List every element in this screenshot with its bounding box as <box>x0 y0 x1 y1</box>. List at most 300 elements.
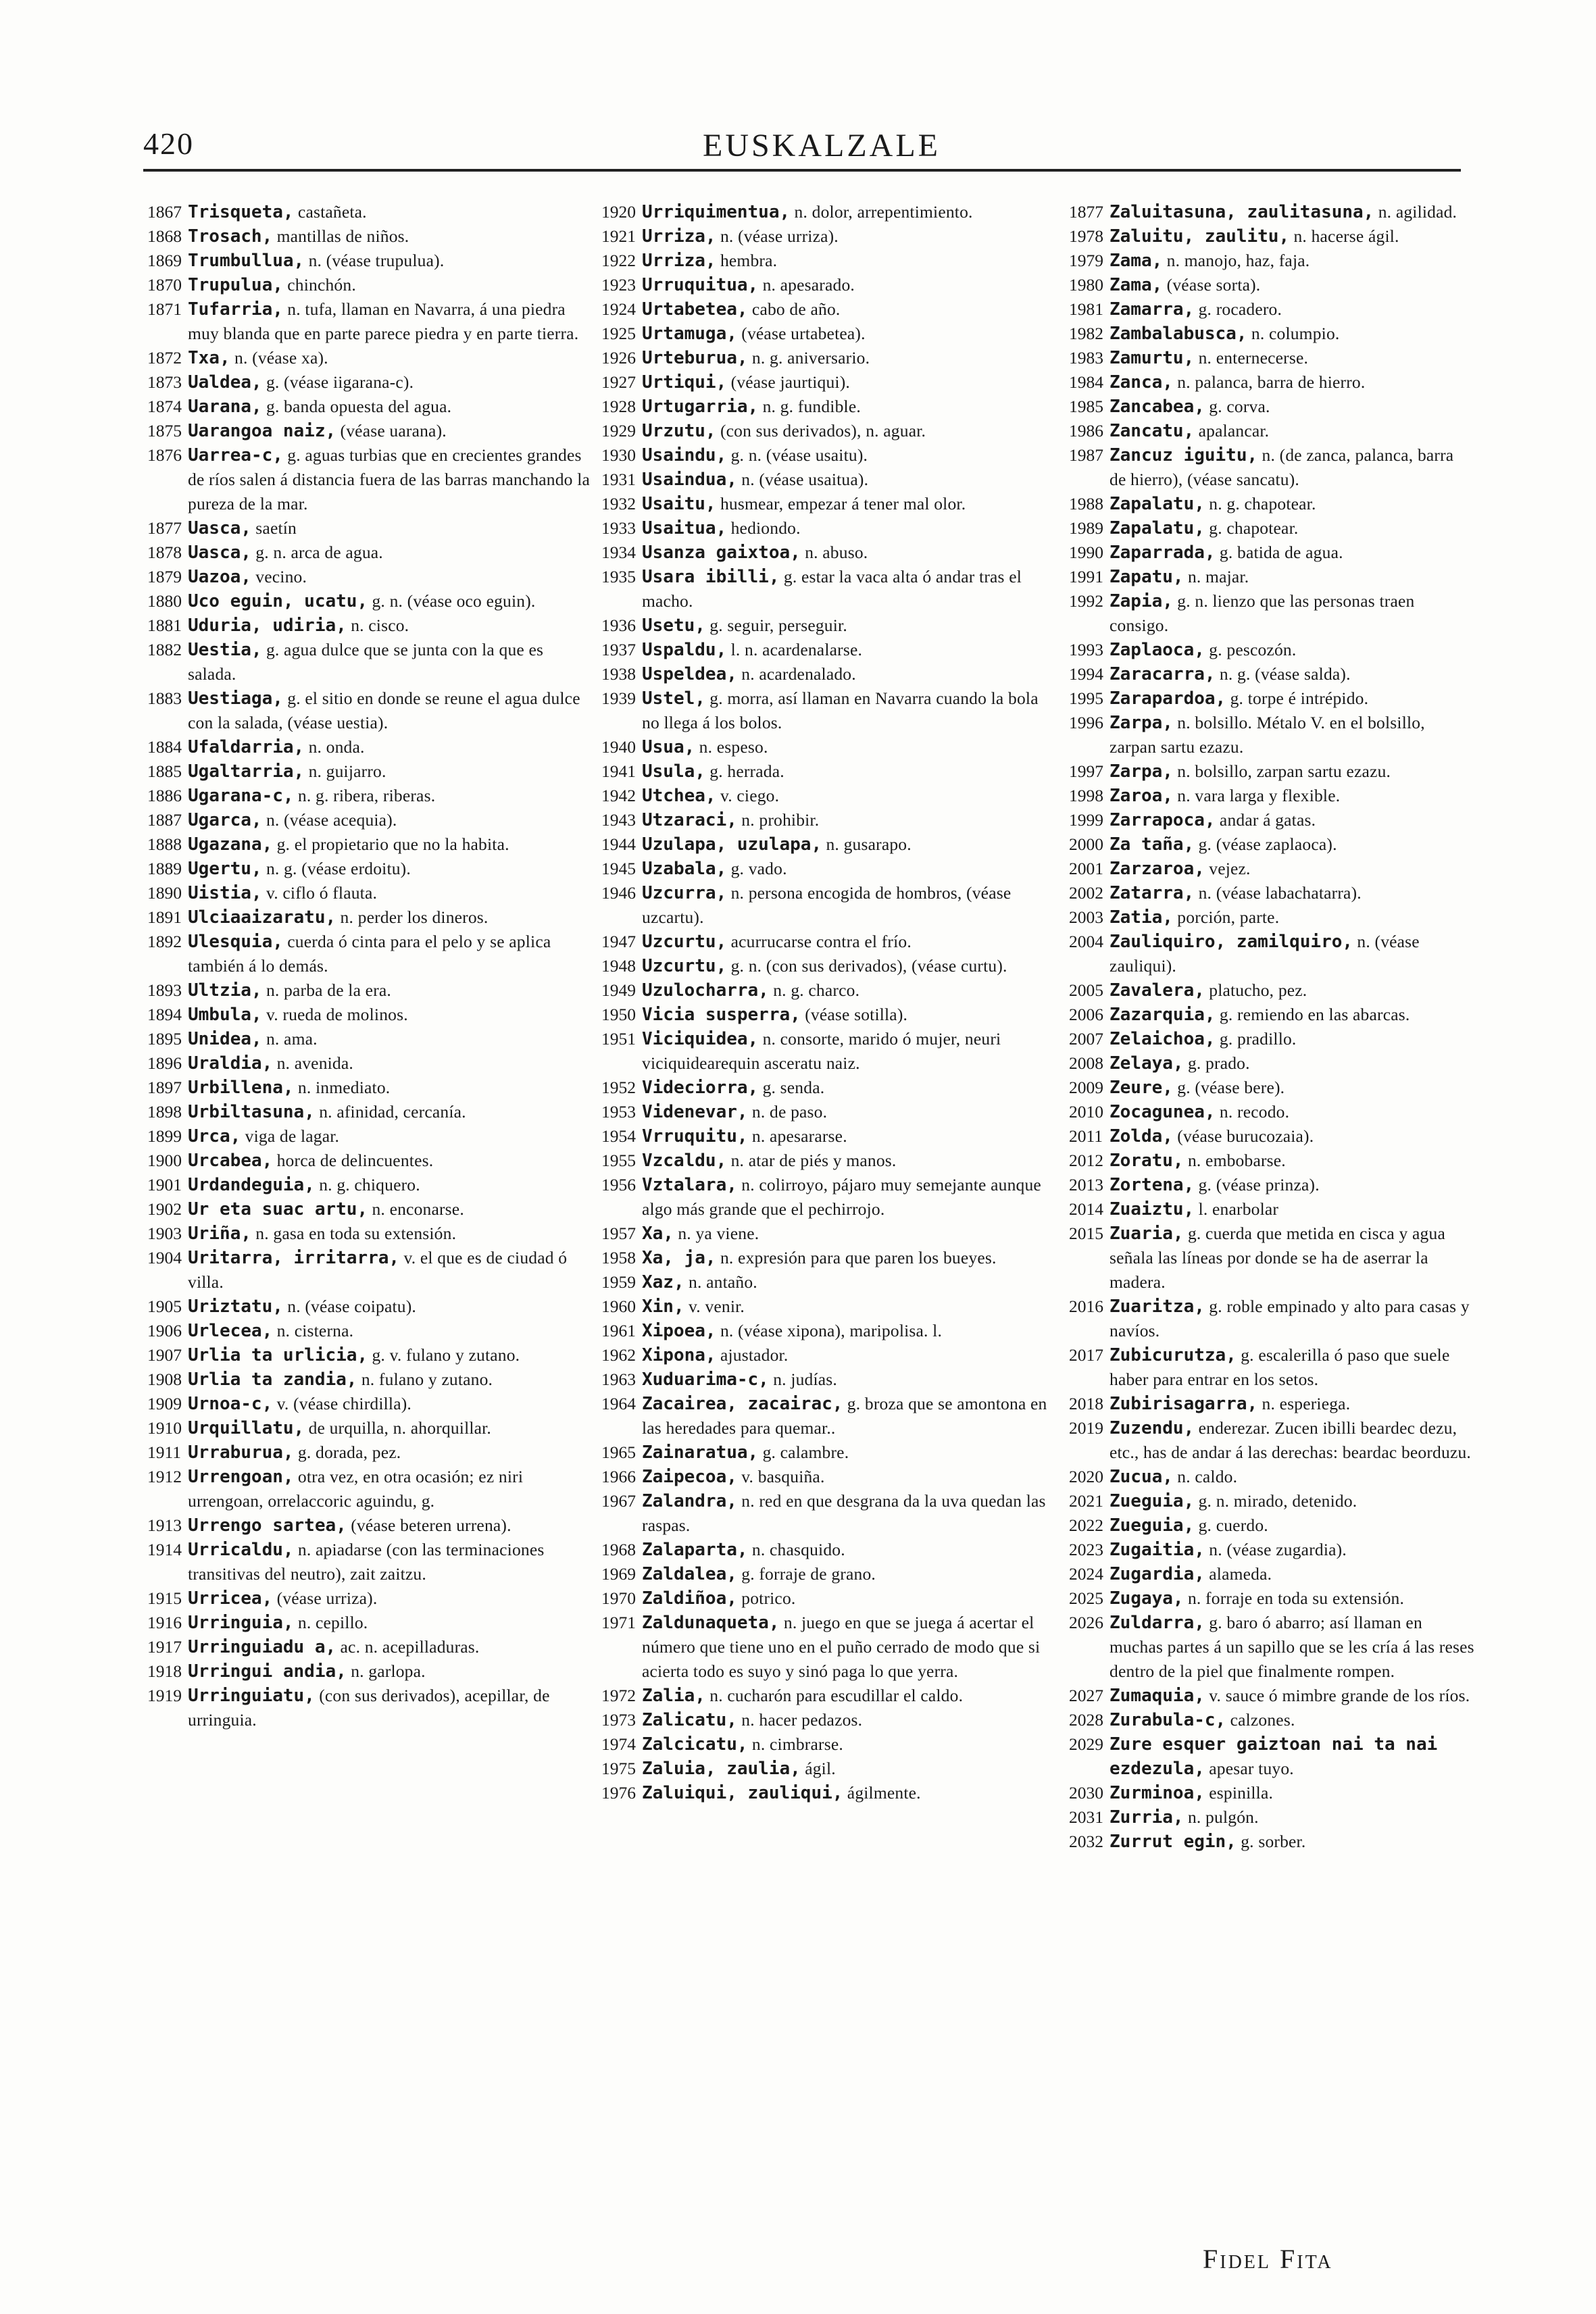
entry-definition: g. (véase prinza). <box>1198 1175 1320 1194</box>
entry-number: 1878 <box>147 543 182 562</box>
entry-number: 2005 <box>1069 980 1103 1000</box>
entry-definition: g. senda. <box>762 1078 825 1097</box>
entry-headword: Urbillena, <box>188 1078 294 1098</box>
entry-number: 1972 <box>601 1686 636 1705</box>
entry-definition: n. (véase xipona), maripolisa. l. <box>720 1321 943 1340</box>
entry-number: 2012 <box>1069 1151 1103 1170</box>
dictionary-entry <box>601 808 1057 832</box>
entry-number: 1975 <box>601 1759 636 1778</box>
entry-number: 1911 <box>147 1442 182 1462</box>
dictionary-entry <box>1069 1586 1474 1611</box>
dictionary-entry <box>1069 1100 1474 1124</box>
dictionary-entry <box>147 370 593 395</box>
entry-number: 2020 <box>1069 1467 1103 1486</box>
entry-definition: n. bolsillo. Métalo V. en el bolsillo, zarpan sartu ezazu. <box>1109 713 1425 757</box>
entry-definition: n. onda. <box>308 737 365 757</box>
entry-headword: Unidea, <box>188 1029 262 1049</box>
dictionary-entry <box>601 686 1057 735</box>
entry-number: 2023 <box>1069 1540 1103 1559</box>
dictionary-entry <box>1069 1562 1474 1586</box>
entry-definition: g. broza que se amontona en las heredades para quemar.. <box>642 1394 1047 1438</box>
entry-number: 1954 <box>601 1126 636 1146</box>
entry-headword: Umbula, <box>188 1005 262 1025</box>
entry-headword: Urtabetea, <box>642 299 748 320</box>
entry-headword: Zavalera, <box>1109 980 1205 1001</box>
dictionary-entry <box>1069 297 1474 322</box>
entry-definition: g. escalerilla ó paso que suele haber para entrar en los setos. <box>1109 1345 1450 1389</box>
entry-headword: Zaplaoca, <box>1109 640 1205 660</box>
entry-definition: n. bolsillo, zarpan sartu ezazu. <box>1177 761 1391 781</box>
entry-number: 1953 <box>601 1102 636 1122</box>
entry-number: 2008 <box>1069 1053 1103 1073</box>
entry-definition: v. venir. <box>689 1297 745 1316</box>
dictionary-entry <box>601 1562 1057 1586</box>
entry-headword: Zapalatu, <box>1109 518 1205 538</box>
entry-number: 1941 <box>601 761 636 781</box>
entry-definition: apalancar. <box>1198 421 1270 441</box>
entry-headword: Zoratu, <box>1109 1151 1184 1171</box>
entry-number: 1890 <box>147 883 182 903</box>
entry-headword: Zazarquia, <box>1109 1005 1216 1025</box>
dictionary-entry <box>1069 1830 1474 1854</box>
entry-definition: g. calambre. <box>762 1442 849 1462</box>
entry-definition: (véase sotilla). <box>805 1005 908 1024</box>
dictionary-entry <box>147 1635 593 1659</box>
entry-definition: g. pradillo. <box>1219 1029 1297 1049</box>
entry-headword: Uspaldu, <box>642 640 727 660</box>
entry-definition: n. (véase zugardia). <box>1209 1540 1347 1559</box>
entry-headword: Urrengoan, <box>188 1467 294 1487</box>
entry-definition: g. n. lienzo que las personas traen consigo. <box>1109 591 1415 635</box>
entry-headword: Zaluia, zaulia, <box>642 1759 801 1779</box>
entry-number: 2024 <box>1069 1564 1103 1584</box>
entry-headword: Uspeldea, <box>642 664 737 684</box>
dictionary-entry <box>1069 784 1474 808</box>
entry-definition: n. vara larga y flexible. <box>1177 786 1341 805</box>
dictionary-entry <box>1069 1513 1474 1538</box>
entry-number: 1943 <box>601 810 636 830</box>
entry-headword: Xuduarima-c, <box>642 1369 769 1390</box>
entry-number: 1938 <box>601 664 636 684</box>
dictionary-entry <box>1069 1538 1474 1562</box>
entry-number: 1877 <box>147 518 182 538</box>
entry-headword: Uestia, <box>188 640 262 660</box>
dictionary-entry <box>601 1294 1057 1319</box>
entry-headword: Zatarra, <box>1109 883 1195 903</box>
entry-headword: Zaracarra, <box>1109 664 1216 684</box>
entry-number: 1880 <box>147 591 182 611</box>
entry-headword: Zalaparta, <box>642 1540 748 1560</box>
entry-headword: Trisqueta, <box>188 202 294 222</box>
dictionary-entry <box>1069 346 1474 370</box>
dictionary-entry <box>1069 322 1474 346</box>
entry-definition: g. torpe é intrépido. <box>1230 688 1369 708</box>
entry-definition: n. hacer pedazos. <box>741 1710 863 1730</box>
entry-number: 1945 <box>601 859 636 878</box>
entry-definition: g. (véase zaplaoca). <box>1198 834 1337 854</box>
dictionary-entry <box>147 1149 593 1173</box>
entry-headword: Zalicatu, <box>642 1710 737 1730</box>
entry-definition: n. g. fundible. <box>762 397 861 416</box>
entry-number: 1942 <box>601 786 636 805</box>
dictionary-entry <box>1069 516 1474 540</box>
dictionary-entry <box>1069 978 1474 1003</box>
entry-definition: vecino. <box>255 567 307 586</box>
entry-definition: v. el que es de ciudad ó villa. <box>188 1248 568 1292</box>
dictionary-entry <box>1069 540 1474 565</box>
entry-definition: n. (véase zauliqui). <box>1109 932 1420 976</box>
page-number: 420 <box>143 126 194 161</box>
dictionary-entry <box>1069 1173 1474 1197</box>
entry-number: 1985 <box>1069 397 1103 416</box>
entry-headword: Urteburua, <box>642 348 748 368</box>
dictionary-entry <box>601 346 1057 370</box>
dictionary-entry <box>147 735 593 759</box>
entry-headword: Usaitua, <box>642 518 727 538</box>
entry-number: 1963 <box>601 1369 636 1389</box>
dictionary-entry <box>601 735 1057 759</box>
entry-definition: l. n. acardenalarse. <box>730 640 863 659</box>
entry-definition: n. guijarro. <box>308 761 386 781</box>
dictionary-entry <box>601 1489 1057 1538</box>
entry-headword: Zarrapoca, <box>1109 810 1216 830</box>
dictionary-entry <box>147 1684 593 1732</box>
dictionary-entry <box>147 1367 593 1392</box>
dictionary-entry <box>601 1343 1057 1367</box>
dictionary-entry <box>601 443 1057 468</box>
entry-definition: n. de paso. <box>751 1102 828 1122</box>
entry-number: 1885 <box>147 761 182 781</box>
dictionary-entry <box>147 1538 593 1586</box>
entry-number: 1919 <box>147 1686 182 1705</box>
entry-definition: g. herrada. <box>709 761 784 781</box>
entry-headword: Uritarra, irritarra, <box>188 1248 400 1268</box>
entry-headword: Zurrut egin, <box>1109 1832 1237 1852</box>
entry-definition: n. colirroyo, pájaro muy semejante aunque algo más grande que el pechirrojo. <box>642 1175 1041 1219</box>
entry-definition: n. ama. <box>266 1029 318 1049</box>
entry-number: 1902 <box>147 1199 182 1219</box>
entry-number: 1996 <box>1069 713 1103 732</box>
entry-definition: n. gasa en toda su extensión. <box>255 1224 457 1243</box>
entry-definition: calzones. <box>1230 1710 1295 1730</box>
entry-definition: ajustador. <box>720 1345 789 1365</box>
entry-headword: Uzulapa, uzulapa, <box>642 834 822 855</box>
entry-headword: Urlia ta zandia, <box>188 1369 357 1390</box>
dictionary-entry <box>1069 1732 1474 1781</box>
dictionary-entry <box>147 686 593 735</box>
dictionary-entry <box>601 1684 1057 1708</box>
entry-definition: n. garlopa. <box>351 1661 426 1681</box>
dictionary-entry <box>601 322 1057 346</box>
entry-number: 2002 <box>1069 883 1103 903</box>
entry-number: 1925 <box>601 324 636 343</box>
entry-definition: espinilla. <box>1209 1783 1274 1803</box>
dictionary-entry <box>1069 1611 1474 1684</box>
entry-number: 1920 <box>601 202 636 222</box>
entry-definition: g. prado. <box>1187 1053 1250 1073</box>
entry-definition: apesar tuyo. <box>1209 1759 1294 1778</box>
entry-headword: Zama, <box>1109 251 1163 271</box>
entry-number: 1923 <box>601 275 636 295</box>
entry-number: 1871 <box>147 299 182 319</box>
dictionary-entry <box>147 1586 593 1611</box>
entry-headword: Urruquitua, <box>642 275 759 295</box>
entry-headword: Zaipecoa, <box>642 1467 737 1487</box>
entry-number: 1999 <box>1069 810 1103 830</box>
dictionary-entry <box>1069 1124 1474 1149</box>
entry-number: 1965 <box>601 1442 636 1462</box>
entry-definition: n. espeso. <box>699 737 768 757</box>
entry-number: 1962 <box>601 1345 636 1365</box>
entry-number: 1988 <box>1069 494 1103 513</box>
entry-number: 1897 <box>147 1078 182 1097</box>
entry-headword: Uarangoa naiz, <box>188 421 336 441</box>
entry-headword: Uarana, <box>188 397 262 417</box>
entry-headword: Zurminoa, <box>1109 1783 1205 1803</box>
dictionary-entry <box>1069 1076 1474 1100</box>
entry-headword: Zurabula-c, <box>1109 1710 1226 1730</box>
entry-definition: (con sus derivados), acepillar, de urringuia. <box>188 1686 550 1730</box>
entry-number: 1937 <box>601 640 636 659</box>
dictionary-entry <box>601 1392 1057 1440</box>
dictionary-entry <box>601 1465 1057 1489</box>
dictionary-entry <box>147 1611 593 1635</box>
dictionary-entry <box>601 1440 1057 1465</box>
entry-headword: Zalcicatu, <box>642 1734 748 1755</box>
dictionary-entry <box>1069 881 1474 905</box>
dictionary-entry <box>147 1294 593 1319</box>
entry-definition: v. ciego. <box>720 786 780 805</box>
entry-headword: Urriza, <box>642 251 716 271</box>
dictionary-entry <box>147 1222 593 1246</box>
dictionary-entry <box>147 857 593 881</box>
entry-definition: husmear, empezar á tener mal olor. <box>720 494 966 513</box>
dictionary-entry <box>1069 832 1474 857</box>
entry-number: 1944 <box>601 834 636 854</box>
entry-headword: Vrruquitu, <box>642 1126 748 1147</box>
entry-number: 1891 <box>147 907 182 927</box>
entry-headword: Ugazana, <box>188 834 273 855</box>
dictionary-entry <box>147 1100 593 1124</box>
entry-definition: ágilmente. <box>847 1783 921 1803</box>
entry-headword: Xipona, <box>642 1345 716 1365</box>
dictionary-entry <box>1069 249 1474 273</box>
entry-number: 1921 <box>601 226 636 246</box>
entry-headword: Zugardia, <box>1109 1564 1205 1584</box>
entry-headword: Uraldia, <box>188 1053 273 1074</box>
entry-number: 1983 <box>1069 348 1103 368</box>
entry-definition: viga de lagar. <box>245 1126 340 1146</box>
entry-number: 1904 <box>147 1248 182 1267</box>
dictionary-entry <box>147 565 593 589</box>
dictionary-entry <box>1069 1805 1474 1830</box>
entry-headword: Uzcurtu, <box>642 956 727 976</box>
entry-number: 1971 <box>601 1613 636 1632</box>
entry-headword: Zapalatu, <box>1109 494 1205 514</box>
entry-number: 1886 <box>147 786 182 805</box>
entry-definition: g. pescozón. <box>1209 640 1297 659</box>
dictionary-entry <box>601 759 1057 784</box>
entry-definition: castañeta. <box>297 202 367 222</box>
entry-definition: n. esperiega. <box>1262 1394 1351 1413</box>
dictionary-entry <box>1069 1416 1474 1465</box>
entry-headword: Zaluiqui, zauliqui, <box>642 1783 843 1803</box>
entry-number: 1889 <box>147 859 182 878</box>
dictionary-entry <box>601 1781 1057 1805</box>
entry-number: 1924 <box>601 299 636 319</box>
entry-number: 1927 <box>601 372 636 392</box>
entry-definition: n. afinidad, cercanía. <box>319 1102 466 1122</box>
dictionary-entry <box>601 613 1057 638</box>
entry-definition: g. n. (véase oco eguin). <box>372 591 536 611</box>
entry-definition: g. sorber. <box>1241 1832 1306 1851</box>
entry-number: 2004 <box>1069 932 1103 951</box>
entry-number: 1913 <box>147 1515 182 1535</box>
entry-definition: g. el propietario que no la habita. <box>276 834 509 854</box>
entry-headword: Urraburua, <box>188 1442 294 1463</box>
entry-number: 1907 <box>147 1345 182 1365</box>
dictionary-entry <box>1069 1708 1474 1732</box>
entry-headword: Urlia ta urlicia, <box>188 1345 368 1365</box>
entry-definition: g. seguir, perseguir. <box>709 615 847 635</box>
entry-number: 1997 <box>1069 761 1103 781</box>
dictionary-entry <box>601 881 1057 930</box>
entry-definition: g. estar la vaca alta ó andar tras el macho. <box>642 567 1022 611</box>
entry-number: 1987 <box>1069 445 1103 465</box>
entry-headword: Vztalara, <box>642 1175 737 1195</box>
dictionary-entry <box>1069 1003 1474 1027</box>
entry-definition: n. apesarado. <box>762 275 855 295</box>
entry-headword: Uzabala, <box>642 859 727 879</box>
entry-definition: cabo de año. <box>751 299 841 319</box>
entry-number: 1908 <box>147 1369 182 1389</box>
entry-headword: Utchea, <box>642 786 716 806</box>
entry-definition: n. cucharón para escudillar el caldo. <box>709 1686 964 1705</box>
dictionary-entry <box>1069 1489 1474 1513</box>
entry-headword: Urtugarria, <box>642 397 759 417</box>
entry-definition: n. inmediato. <box>297 1078 391 1097</box>
entry-definition: n. consorte, marido ó mujer, neuri viciquidearequin asceratu naiz. <box>642 1029 1001 1073</box>
entry-definition: n. g. (véase salda). <box>1219 664 1351 684</box>
entry-headword: Urriquimentua, <box>642 202 791 222</box>
entry-number: 1877 <box>1069 202 1103 222</box>
entry-headword: Zapatu, <box>1109 567 1184 587</box>
entry-definition: chinchón. <box>287 275 356 295</box>
entry-definition: g. corva. <box>1209 397 1270 416</box>
entry-number: 2006 <box>1069 1005 1103 1024</box>
entry-definition: hembra. <box>720 251 778 270</box>
dictionary-entry <box>1069 419 1474 443</box>
dictionary-entry <box>147 1124 593 1149</box>
entry-number: 2027 <box>1069 1686 1103 1705</box>
entry-number: 2018 <box>1069 1394 1103 1413</box>
entry-number: 1895 <box>147 1029 182 1049</box>
dictionary-entry <box>1069 395 1474 419</box>
entry-definition: n. judías. <box>773 1369 838 1389</box>
dictionary-entry <box>601 1173 1057 1222</box>
entry-headword: Urnoa-c, <box>188 1394 273 1414</box>
entry-number: 1867 <box>147 202 182 222</box>
entry-headword: Ulciaaizaratu, <box>188 907 336 928</box>
entry-headword: Urringuia, <box>188 1613 294 1633</box>
entry-headword: Zarpa, <box>1109 713 1173 733</box>
dictionary-entry <box>601 249 1057 273</box>
entry-number: 1976 <box>601 1783 636 1803</box>
entry-definition: g. chapotear. <box>1209 518 1299 538</box>
dictionary-entry <box>601 492 1057 516</box>
dictionary-entry <box>1069 1684 1474 1708</box>
entry-number: 1903 <box>147 1224 182 1243</box>
entry-number: 1959 <box>601 1272 636 1292</box>
dictionary-entry <box>1069 1781 1474 1805</box>
dictionary-entry <box>147 808 593 832</box>
dictionary-entry <box>1069 443 1474 492</box>
entry-headword: Urdandeguia, <box>188 1175 315 1195</box>
entry-definition: n. g. aniversario. <box>751 348 870 368</box>
entry-number: 1884 <box>147 737 182 757</box>
entry-number: 2029 <box>1069 1734 1103 1754</box>
entry-number: 1993 <box>1069 640 1103 659</box>
dictionary-entry <box>601 1611 1057 1684</box>
entry-headword: Usetu, <box>642 615 705 636</box>
entry-headword: Urricea, <box>188 1588 273 1609</box>
entry-number: 1905 <box>147 1297 182 1316</box>
entry-headword: Zamarra, <box>1109 299 1195 320</box>
entry-number: 1991 <box>1069 567 1103 586</box>
dictionary-entry <box>147 1246 593 1294</box>
entry-number: 1914 <box>147 1540 182 1559</box>
dictionary-entry <box>601 370 1057 395</box>
entry-number: 1973 <box>601 1710 636 1730</box>
entry-headword: Zuaria, <box>1109 1224 1184 1244</box>
entry-headword: Urlecea, <box>188 1321 273 1341</box>
dictionary-entry <box>601 1538 1057 1562</box>
entry-number: 1948 <box>601 956 636 976</box>
dictionary-entry <box>1069 808 1474 832</box>
entry-headword: Uazoa, <box>188 567 251 587</box>
entry-headword: Zubirisagarra, <box>1109 1394 1258 1414</box>
dictionary-entry <box>147 881 593 905</box>
entry-headword: Zauliquiro, zamilquiro, <box>1109 932 1353 952</box>
entry-number: 1951 <box>601 1029 636 1049</box>
entry-number: 1964 <box>601 1394 636 1413</box>
entry-number: 1906 <box>147 1321 182 1340</box>
entry-definition: g. banda opuesta del agua. <box>266 397 452 416</box>
entry-headword: Ugarana-c, <box>188 786 294 806</box>
entry-definition: v. sauce ó mimbre grande de los ríos. <box>1209 1686 1470 1705</box>
dictionary-entry <box>601 1732 1057 1757</box>
entry-definition: n. persona encogida de hombros, (véase uzcartu). <box>642 883 1012 927</box>
dictionary-entry <box>601 1027 1057 1076</box>
entry-headword: Trosach, <box>188 226 273 247</box>
entry-headword: Zurria, <box>1109 1807 1184 1828</box>
dictionary-entry <box>1069 565 1474 589</box>
entry-number: 1967 <box>601 1491 636 1511</box>
entry-number: 1946 <box>601 883 636 903</box>
column-2 <box>601 200 1057 1805</box>
entry-headword: Urriza, <box>642 226 716 247</box>
entry-definition: g. aguas turbias que en crecientes grandes de ríos salen á distancia fuera de las barras manchando la pureza de la mar. <box>188 445 591 513</box>
dictionary-entry <box>601 224 1057 249</box>
entry-definition: g. el sitio en donde se reune el agua dulce con la salada, (véase uestia). <box>188 688 580 732</box>
dictionary-entry <box>147 1027 593 1051</box>
entry-number: 1893 <box>147 980 182 1000</box>
entry-definition: v. (véase chirdilla). <box>276 1394 412 1413</box>
entry-number: 1918 <box>147 1661 182 1681</box>
entry-headword: Zaldalea, <box>642 1564 737 1584</box>
entry-definition: g. morra, así llaman en Navarra cuando la bola no llega á los bolos. <box>642 688 1039 732</box>
entry-number: 1870 <box>147 275 182 295</box>
